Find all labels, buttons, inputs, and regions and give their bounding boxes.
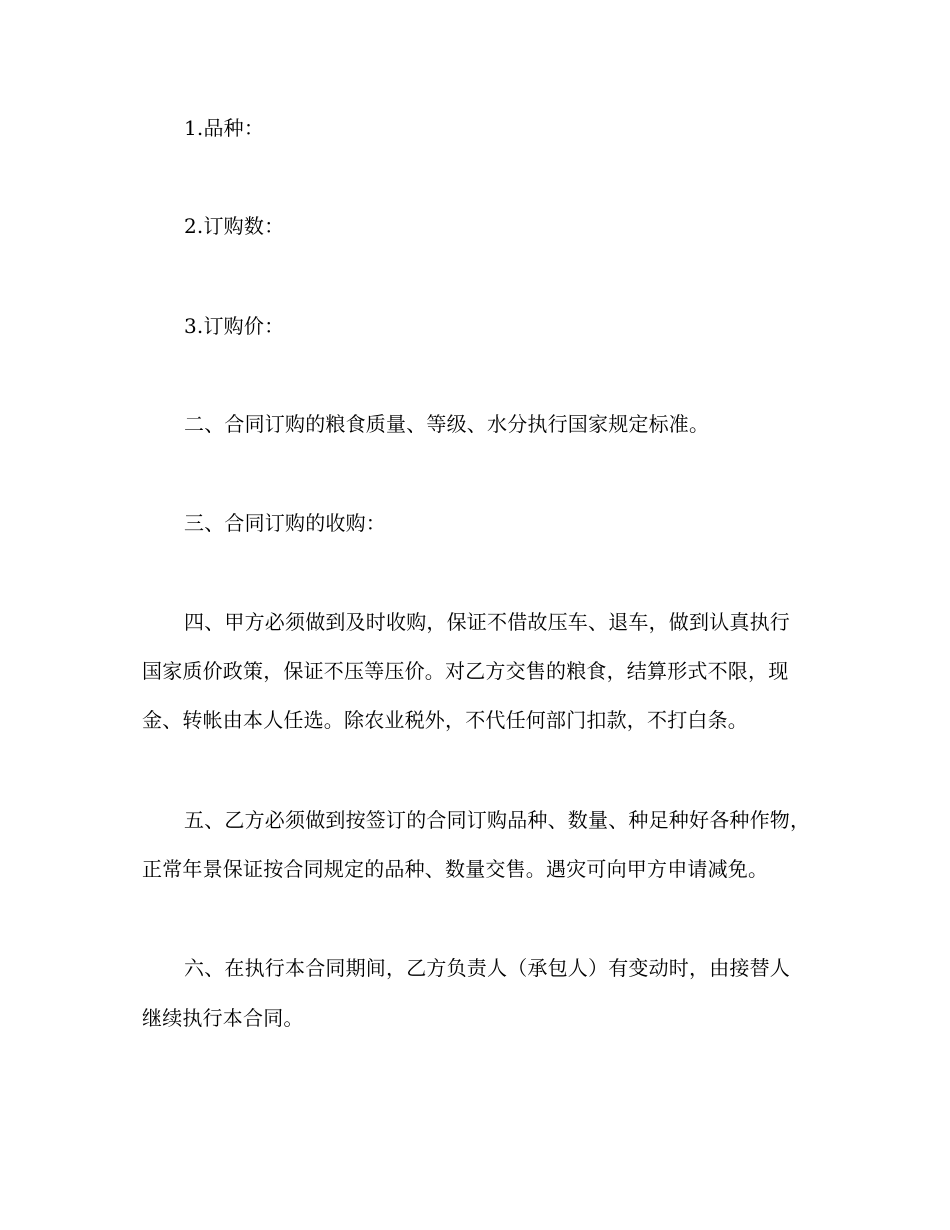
clause-5-line-1: 五、乙方必须做到按签订的合同订购品种、数量、种足种好各种作物， [184,808,811,832]
clause-3: 三、合同订购的收购： [184,511,386,535]
clause-4-line-2: 国家质价政策，保证不压等压价。对乙方交售的粮食，结算形式不限，现 [142,659,789,683]
item-order-quantity: 2.订购数： [184,214,285,238]
clause-4-line-1: 四、甲方必须做到及时收购，保证不借故压车、退车，做到认真执行 [184,610,790,634]
item-variety: 1.品种： [184,116,265,140]
clause-4-line-3: 金、转帐由本人任选。除农业税外，不代任何部门扣款，不打白条。 [142,708,748,732]
clause-6-line-2: 继续执行本合同。 [142,1006,304,1030]
clause-5-line-2: 正常年景保证按合同规定的品种、数量交售。遇灾可向甲方申请减免。 [142,857,769,881]
clause-6-line-1: 六、在执行本合同期间，乙方负责人（承包人）有变动时，由接替人 [184,956,790,980]
item-order-price: 3.订购价： [184,314,285,338]
clause-2: 二、合同订购的粮食质量、等级、水分执行国家规定标准。 [184,412,710,436]
